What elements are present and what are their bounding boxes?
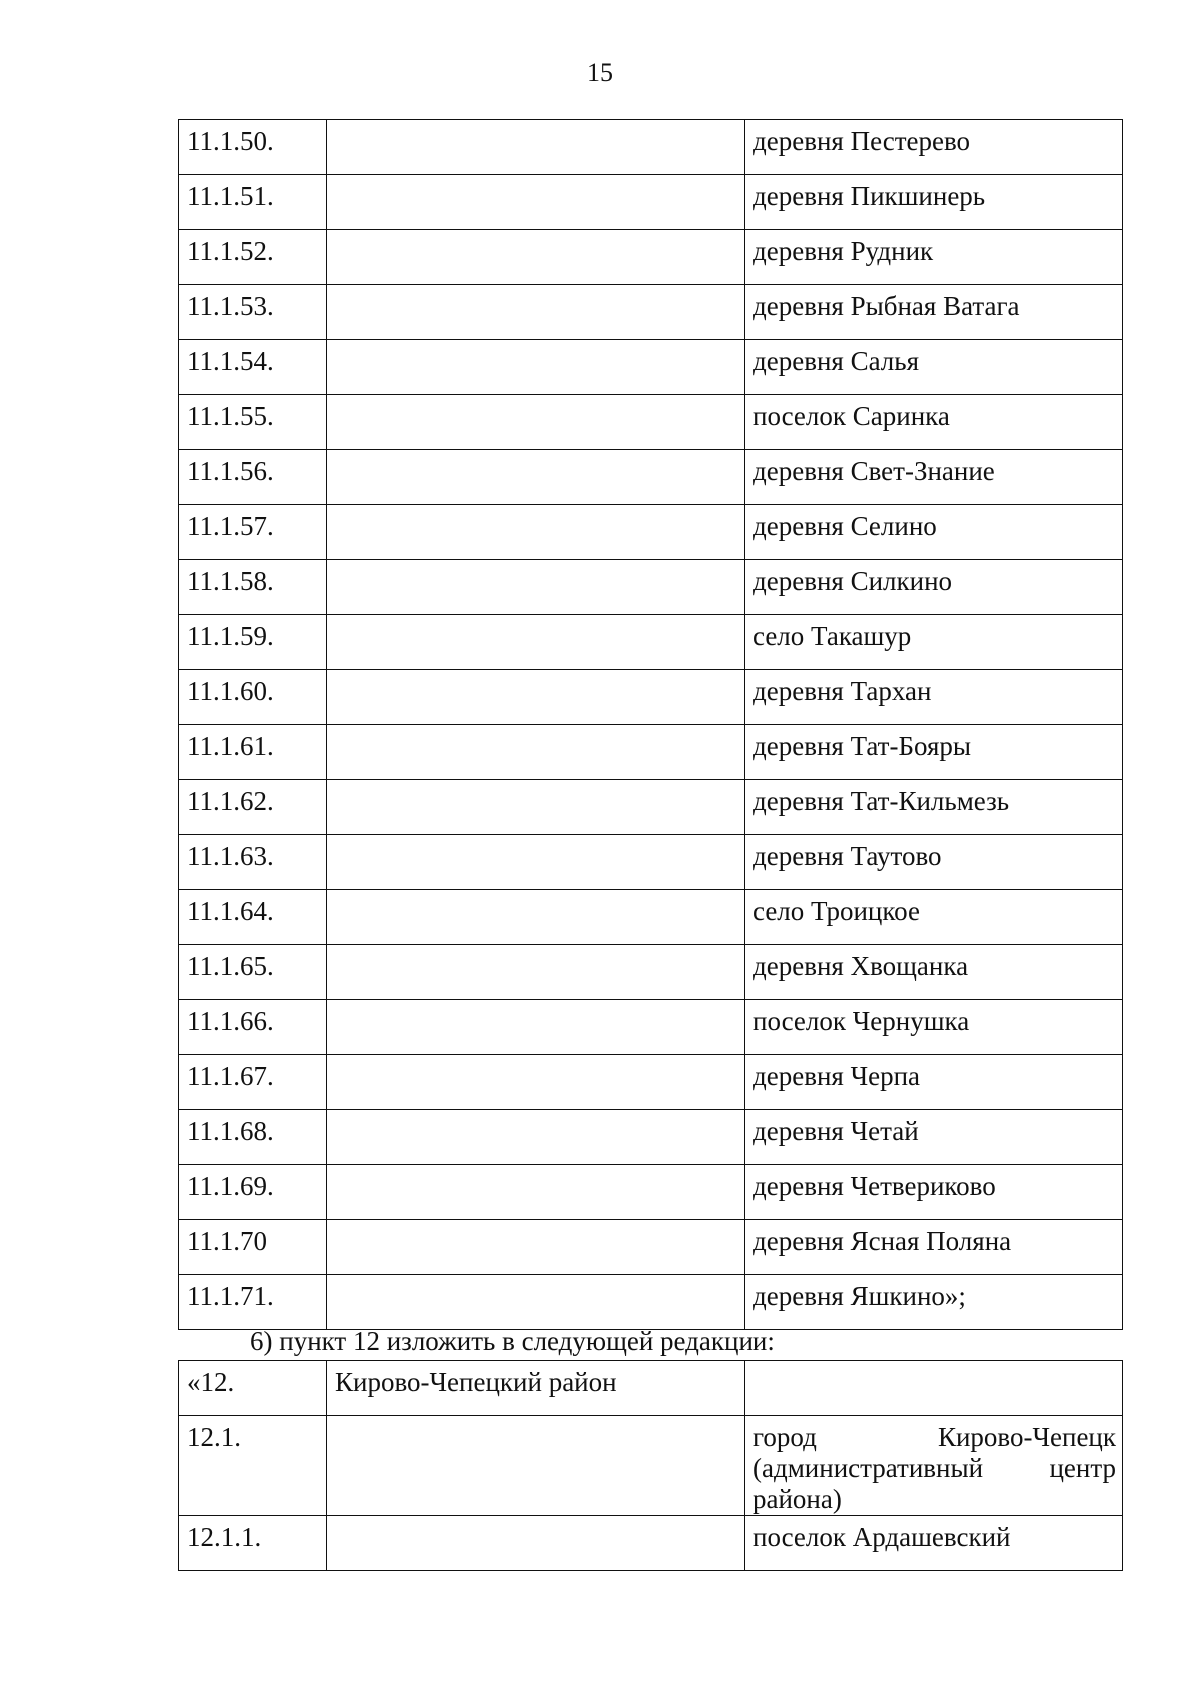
place-cell: деревня Четай <box>745 1110 1123 1165</box>
place-cell: деревня Рыбная Ватага <box>745 285 1123 340</box>
row-number-cell: 12.1.1. <box>179 1516 327 1571</box>
amendment-instruction: 6) пункт 12 изложить в следующей редакции: <box>250 1326 775 1356</box>
name-cell <box>327 890 745 945</box>
row-number-cell: 11.1.56. <box>179 450 327 505</box>
row-number-cell: 11.1.51. <box>179 175 327 230</box>
place-cell: деревня Хвощанка <box>745 945 1123 1000</box>
place-cell: село Такашур <box>745 615 1123 670</box>
table-row <box>179 395 1123 450</box>
place-cell: деревня Тат-Кильмезь <box>745 780 1123 835</box>
row-number-cell: 11.1.67. <box>179 1055 327 1110</box>
table-row <box>179 1361 1123 1416</box>
name-cell <box>327 1000 745 1055</box>
name-cell <box>327 725 745 780</box>
place-cell: деревня Тархан <box>745 670 1123 725</box>
table-row <box>179 450 1123 505</box>
name-cell <box>327 1165 745 1220</box>
row-number-cell: 11.1.70 <box>179 1220 327 1275</box>
table-row <box>179 560 1123 615</box>
place-cell: поселок Саринка <box>745 395 1123 450</box>
row-number-cell: 11.1.64. <box>179 890 327 945</box>
row-number-cell: 11.1.50. <box>179 120 327 175</box>
row-number-cell: 11.1.68. <box>179 1110 327 1165</box>
table-row <box>179 1000 1123 1055</box>
row-number-cell: 11.1.59. <box>179 615 327 670</box>
table-row <box>179 340 1123 395</box>
name-cell <box>327 560 745 615</box>
name-cell <box>327 1516 745 1571</box>
place-cell: деревня Пикшинерь <box>745 175 1123 230</box>
name-cell <box>327 1416 745 1516</box>
table-row <box>179 505 1123 560</box>
table-row <box>179 230 1123 285</box>
place-cell: деревня Четвериково <box>745 1165 1123 1220</box>
place-cell: деревня Свет-Знание <box>745 450 1123 505</box>
table-row <box>179 285 1123 340</box>
place-cell: село Троицкое <box>745 890 1123 945</box>
settlements-table-body <box>179 120 1123 1330</box>
table-row <box>179 615 1123 670</box>
place-cell: деревня Силкино <box>745 560 1123 615</box>
table-row <box>179 1055 1123 1110</box>
table-row <box>179 670 1123 725</box>
row-number-cell: 11.1.58. <box>179 560 327 615</box>
table-row <box>179 1220 1123 1275</box>
table-row <box>179 120 1123 175</box>
place-cell: деревня Таутово <box>745 835 1123 890</box>
place-cell: деревня Салья <box>745 340 1123 395</box>
name-cell <box>327 230 745 285</box>
row-number-cell: 11.1.54. <box>179 340 327 395</box>
place-cell: деревня Селино <box>745 505 1123 560</box>
place-cell: город Кирово-Чепецк (административный центр района) <box>745 1416 1123 1516</box>
table-row <box>179 835 1123 890</box>
name-cell <box>327 395 745 450</box>
row-number-cell: 11.1.65. <box>179 945 327 1000</box>
name-cell <box>327 340 745 395</box>
row-number-cell: 11.1.61. <box>179 725 327 780</box>
name-cell <box>327 945 745 1000</box>
row-number-cell: 11.1.55. <box>179 395 327 450</box>
name-cell <box>327 505 745 560</box>
place-cell: деревня Пестерево <box>745 120 1123 175</box>
name-cell <box>327 175 745 230</box>
name-cell <box>327 285 745 340</box>
page-number: 15 <box>587 58 613 87</box>
row-number-cell: 11.1.60. <box>179 670 327 725</box>
place-cell: поселок Чернушка <box>745 1000 1123 1055</box>
table-row <box>179 1165 1123 1220</box>
table-row <box>179 725 1123 780</box>
row-number-cell: 11.1.63. <box>179 835 327 890</box>
name-cell <box>327 615 745 670</box>
name-cell: Кирово-Чепецкий район <box>327 1361 745 1416</box>
place-cell: деревня Ясная Поляна <box>745 1220 1123 1275</box>
row-number-cell: 11.1.53. <box>179 285 327 340</box>
name-cell <box>327 1110 745 1165</box>
row-number-cell: 11.1.57. <box>179 505 327 560</box>
place-cell: поселок Ардашевский <box>745 1516 1123 1571</box>
table-row <box>179 1110 1123 1165</box>
row-number-cell: 11.1.62. <box>179 780 327 835</box>
place-cell: деревня Черпа <box>745 1055 1123 1110</box>
name-cell <box>327 1275 745 1330</box>
row-number-cell: 11.1.69. <box>179 1165 327 1220</box>
row-number-cell: 11.1.71. <box>179 1275 327 1330</box>
table-row <box>179 945 1123 1000</box>
name-cell <box>327 120 745 175</box>
table-row <box>179 780 1123 835</box>
place-cell: деревня Рудник <box>745 230 1123 285</box>
name-cell <box>327 450 745 505</box>
name-cell <box>327 670 745 725</box>
place-cell: деревня Яшкино»; <box>745 1275 1123 1330</box>
name-cell <box>327 1220 745 1275</box>
district-table-body <box>179 1361 1123 1571</box>
settlements-table <box>178 119 1123 1330</box>
table-row <box>179 1516 1123 1571</box>
place-cell: деревня Тат-Бояры <box>745 725 1123 780</box>
row-number-cell: «12. <box>179 1361 327 1416</box>
district-table <box>178 1360 1123 1571</box>
place-cell <box>745 1361 1123 1416</box>
table-row <box>179 890 1123 945</box>
table-row <box>179 1416 1123 1516</box>
row-number-cell: 12.1. <box>179 1416 327 1516</box>
name-cell <box>327 1055 745 1110</box>
row-number-cell: 11.1.52. <box>179 230 327 285</box>
table-row <box>179 175 1123 230</box>
table-row <box>179 1275 1123 1330</box>
name-cell <box>327 780 745 835</box>
row-number-cell: 11.1.66. <box>179 1000 327 1055</box>
name-cell <box>327 835 745 890</box>
